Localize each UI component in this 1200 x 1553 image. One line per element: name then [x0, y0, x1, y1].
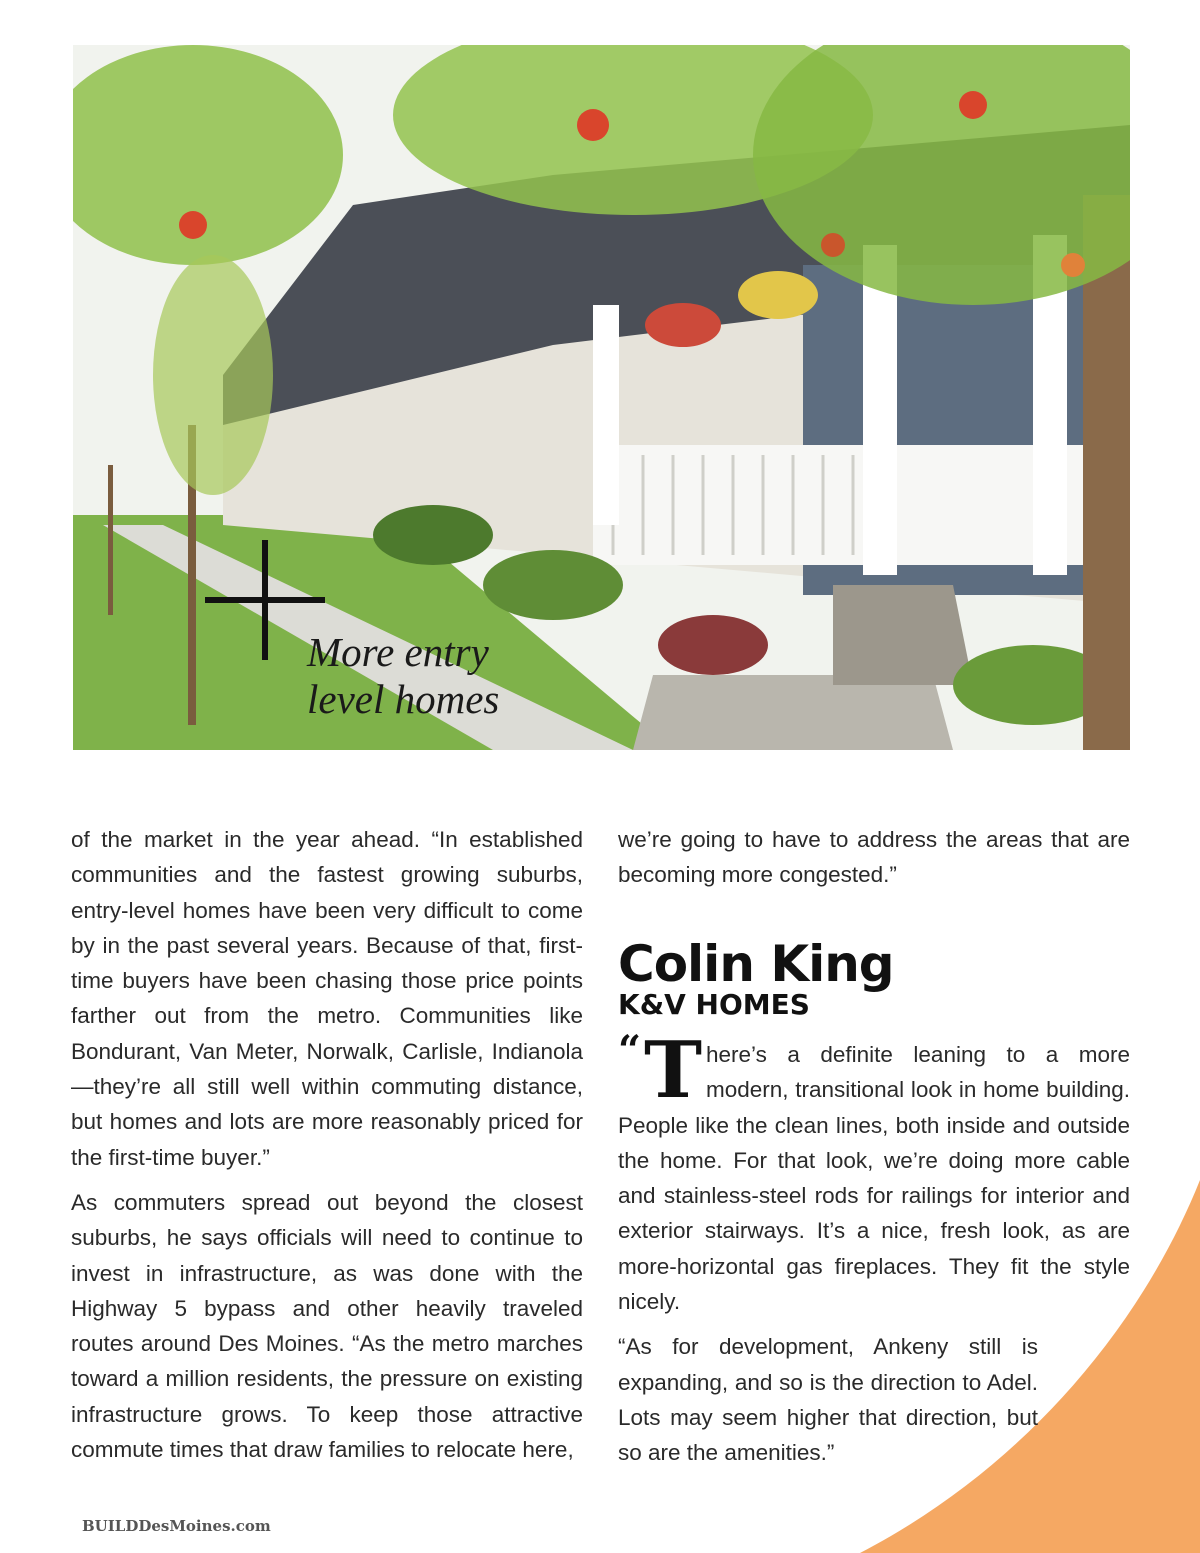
right-paragraph-0: we’re going to have to address the areas that are becoming more congested.”	[618, 827, 1130, 888]
left-column	[71, 822, 583, 1477]
open-quote-mark: “	[618, 1027, 642, 1074]
profile-company: K&V HOMES	[618, 988, 810, 1021]
footer-site: BUILDDesMoines.com	[82, 1517, 271, 1535]
left-paragraph-2: As commuters spread out beyond the closest suburbs, he says officials will need to continue to invest in infrastructure, as was done with the Highway 5 bypass and other heavily traveled routes around Des Moines. “As the metro marches toward a million residents, the pressure on existing infrastructure grows. To keep those attractive commute times that draw families to relocate here,	[71, 1189, 583, 1463]
photo-caption	[307, 629, 567, 723]
caption-line-2: level homes	[307, 676, 500, 722]
right-column-intro	[618, 822, 1130, 903]
caption-line-1: More entry	[307, 629, 489, 675]
dropcap-container	[618, 1025, 703, 1116]
quote-paragraph-1	[618, 1025, 1130, 1319]
quote-paragraph-1-text: here’s a definite leaning to a more modern, transitional look in home building. People like the clean lines, both inside and outside the home. For that look, we’re doing more cable and stainless-steel rods for railings for interior and exterior stairways. It’s a nice, fresh look, as are more-horizontal gas fireplaces. They fit the style nicely.	[618, 1042, 1130, 1315]
profile-quote	[618, 1025, 1130, 1481]
quote-paragraph-2: “As for development, Ankeny still is expanding, and so is the direction to Adel. Lots may seem higher that direction, but so are the amenities.”	[618, 1334, 1038, 1466]
left-paragraph-1: of the market in the year ahead. “In established communities and the fastest growing suburbs, entry-level homes have been very difficult to come by in the past several years. Because of that, first-time buyers have been chasing those price points farther out from the metro. Communities like Bondurant, Van Meter, Norwalk, Carlisle, Indianola—they’re all still well within commuting distance, but homes and lots are more reasonably priced for the first-time buyer.”	[71, 827, 583, 1170]
row-houses-illustration	[73, 45, 1130, 750]
profile-name: Colin King	[618, 935, 894, 993]
dropcap-letter: T	[644, 1025, 703, 1116]
hero-photo	[73, 45, 1130, 750]
